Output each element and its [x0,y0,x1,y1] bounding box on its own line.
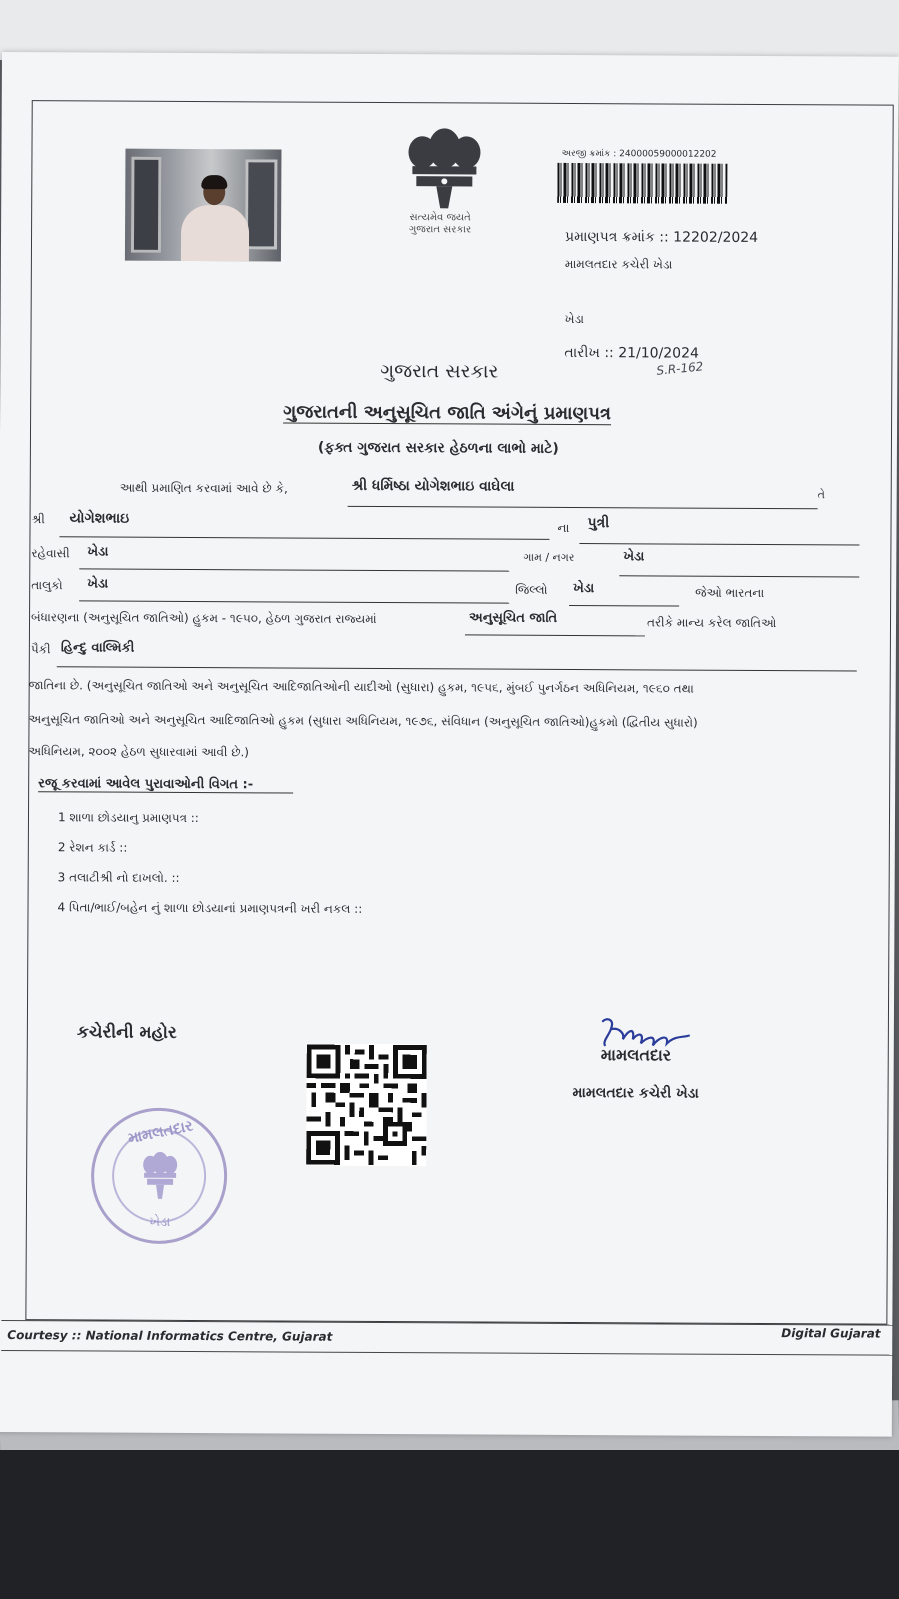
resident-value: ખેડા [87,544,109,560]
evidence-item-3: 3 તલાટીશ્રી નો દાખલો. :: [57,870,180,885]
courtesy-text: Courtesy :: National Informatics Centre, Gujarat [7,1328,333,1344]
recognised-text: તરીકે માન્ય કરેલ જાતિઓ [646,615,777,631]
father-name: યોગેશભાઇ [69,510,130,527]
applicant-name: શ્રી ધર્મિષ્ઠા યોગેશભાઇ વાઘેલા [351,477,515,495]
legal-paragraph-line-1: જાતિના છે. (અનુસૂચિત જાતિઓ અને અનુસૂચિત આદિજાતિઓની યાદીઓ (સુધારા) હુકમ, ૧૯૫૬, મુંબઈ પુનર્ગઠન અધિનિયમ, ૧૯૬૦ તથા [28,678,694,696]
certificate-number: પ્રમાણપત્ર ક્રમાંક :: 12202/2024 [564,228,759,246]
relation: પુત્રી [587,515,610,532]
district-value: ખેડા [573,580,595,597]
certify-prefix: આથી પ્રમાણિત કરવામાં આવે છે કે, [119,480,288,496]
district-label: જિલ્લો [515,582,548,597]
constitution-text: બંધારણના (અનુસૂચિત જાતિઓ) હુકમ - ૧૯૫૦, હેઠળ ગુજરાત રાજ્યમાં [31,610,377,626]
taluka-value: ખેડા [87,576,109,592]
background-floor [0,1450,899,1599]
issuing-office: મામલતદાર કચેરી ખેડા [564,256,673,272]
resident-label: રહેવાસી [31,546,70,561]
legal-paragraph-line-2: અનુસૂચિત જાતિઓ અને અનુસૂચિત આદિજાતિઓ હુકમ (સુધારા અધિનિયમ, ૧૯૭૬, સંવિધાન (અનુસૂચિત જાતિઓ)હુકમો (દ્વિતીય સુધારો) [28,712,698,730]
evidence-item-2: 2 રેશન કાર્ડ :: [57,840,128,855]
signatory-title: મામલતદાર [600,1045,672,1065]
emblem-authority: ગુજરાત સરકાર [408,224,472,236]
evidence-item-1: 1 શાળા છોડયાનુ પ્રમાણપત્ર :: [57,810,199,826]
handwritten-reference: S.R-162 [655,359,704,378]
legal-paragraph-line-3: અધિનિયમ, ૨૦૦૨ હેઠળ સુધારવામાં આવી છે.) [28,744,250,760]
issuing-place: ખેડા [564,311,585,327]
among-label: પૈકી [30,642,51,657]
background-top [0,0,899,60]
te-label: તે [817,488,826,502]
qr-code [306,1044,427,1167]
certificate-sheet [0,52,899,1437]
emblem-caption [385,212,495,237]
seal-ring-text: મામલતદાર [126,1116,195,1148]
application-number: અરજી ક્રમાંક : 24000059000012202 [561,148,717,160]
village-value: ખેડા [623,549,645,565]
applicant-photo [125,149,282,262]
category-value: અનુસૂચિત જાતિ [469,610,558,626]
shri-label: શ્રી [31,512,45,527]
office-seal-stamp [91,1107,228,1244]
evidence-heading: રજૂ કરવામાં આવેલ પુરાવાઓની વિગત :- [38,776,293,793]
india-text: જેઓ ભારતના [695,585,765,600]
village-label: ગામ / નગર [523,550,575,565]
seal-bottom-text: ખેડા [149,1214,171,1230]
taluka-label: તાલુકો [31,578,63,593]
caste-value: હિન્દુ વાલ્મિકી [60,640,135,656]
certificate-subheading: (ફક્ત ગુજરાત સરકાર હેઠળના લાભો માટે) [317,439,559,457]
na-label: ના [557,520,570,535]
evidence-item-4: 4 પિતા/ભાઈ/બહેન નું શાળા છોડયાનાં પ્રમાણપત્રની ખરી નકલ :: [57,900,363,916]
seal-emblem-icon [138,1151,182,1205]
emblem-motto: સત્યમેવ જયતે [409,212,471,224]
certificate-heading: ગુજરાતની અનુસૂચિત જાતિ અંગેનું પ્રમાણપત્ર [283,401,612,425]
issue-date: તારીખ :: 21/10/2024 [564,344,699,362]
barcode [557,163,727,204]
digital-gujarat-text: Digital Gujarat [781,1326,881,1341]
government-title: ગુજરાત સરકાર [380,359,499,383]
signatory-office: મામલતદાર કચેરી ખેડા [572,1085,699,1102]
seal-label: કચેરીની મહોર [76,1022,177,1043]
